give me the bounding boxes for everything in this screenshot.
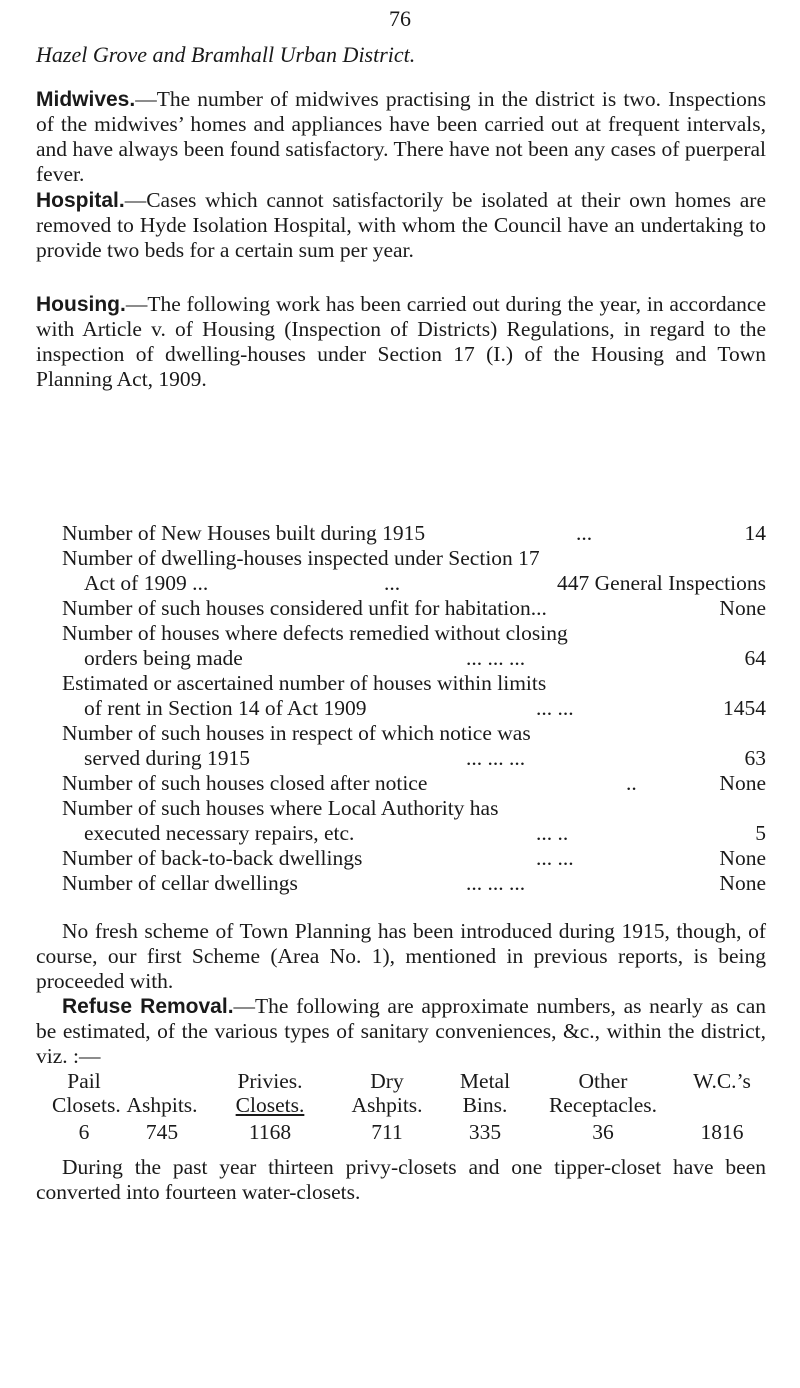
header-cell: Closets. [235,1093,305,1117]
row-value: None [719,771,766,795]
housing-row [62,621,766,671]
header-cell [116,1069,208,1093]
housing-row [62,846,766,871]
refuse-heading: Refuse Removal. [62,995,234,1018]
value-cell: 711 [371,1120,403,1144]
housing-heading: Housing. [36,293,126,316]
value-cell: 745 [145,1120,179,1144]
housing-row [62,871,766,896]
row-dots: .. [626,771,637,795]
row-value: 64 [744,646,766,670]
page-number: 76 [389,6,411,31]
row-value: 14 [744,521,766,545]
row-dots: ... ... [536,696,574,720]
header-cell: Dry [370,1069,404,1093]
row-label-cont: served during 1915 [84,746,250,770]
header-cell: Bins. [462,1093,508,1117]
midwives-paragraph [36,87,766,187]
header-cell: Other [578,1069,628,1093]
closing-paragraph: During the past year thirteen privy-closets and one tipper-closet have been converted into fourteen water-closets. [36,1155,766,1204]
row-label: Number of cellar dwellings [62,871,298,895]
header-cell: Ashpits. [126,1093,198,1117]
midwives-text: —The number of midwives practising in the district is two. Inspections of the midwives’ homes and appliances have been carried out at frequent intervals, and have always been found satisfactory. There have not been any cases of puerperal fever. [36,87,766,186]
header-cell [678,1093,766,1117]
row-dots: ... ... ... [466,746,526,770]
row-label: Number of such houses considered unfit for habitation... [62,596,547,620]
row-value: 447 General Inspections [557,571,766,595]
housing-row [62,771,766,796]
housing-text: —The following work has been carried out during the year, in accordance with Article v. of Housing (Inspection of Districts) Regulations, in regard to the inspection of dwelling-houses under Section 17 (I.) of the Housing and Town Planning Act, 1909. [36,292,766,391]
row-label-cont: orders being made [84,646,243,670]
row-label: Number of dwelling-houses inspected under Section 17 [62,546,540,570]
housing-row [62,796,766,846]
row-label: Number of New Houses built during 1915 [62,521,426,545]
housing-paragraph [36,292,766,392]
row-label-cont: Act of 1909 ... [84,571,209,595]
header-cell: Receptacles. [548,1093,658,1117]
table-header-row [52,1069,766,1093]
row-dots: ... [576,521,593,545]
value-cell: 1816 [700,1120,744,1144]
row-label: Number of such houses in respect of which notice was [62,721,531,745]
row-value: None [719,596,766,620]
row-label-cont: executed necessary repairs, etc. [84,821,355,845]
value-cell: 36 [592,1120,614,1144]
row-dots: ... [384,571,401,595]
value-cell: 335 [468,1120,502,1144]
row-value: 63 [744,746,766,770]
row-label: Number of houses where defects remedied without closing [62,621,568,645]
hospital-paragraph [36,188,766,263]
header-cell: Ashpits. [351,1093,423,1117]
refuse-text: —The following are approximate numbers, as nearly as can be estimated, of the various types of sanitary conveniences, &c., within the district, viz. :— [36,994,767,1068]
value-cell: 6 [78,1120,90,1144]
row-dots: ... ... ... [466,871,526,895]
row-value: None [719,846,766,870]
header-cell: W.C.’s [693,1069,751,1093]
row-value: 1454 [723,696,766,720]
value-cell: 1168 [248,1120,292,1144]
housing-row [62,546,766,596]
running-header: Hazel Grove and Bramhall Urban District. [36,42,416,67]
row-label: Number of back-to-back dwellings [62,846,363,870]
housing-row [62,721,766,771]
hospital-text: —Cases which cannot satisfactorily be isolated at their own homes are removed to Hyde Isolation Hospital, with whom the Council have an undertaking to provide two beds for a certain sum per year. [36,188,766,262]
row-dots: ... ... [536,846,574,870]
table-header-row [52,1093,766,1117]
row-value: None [719,871,766,895]
header-cell: Pail [67,1069,101,1093]
header-cell: Metal [459,1069,511,1093]
row-dots: ... ... ... [466,646,526,670]
row-value: 5 [755,821,766,845]
row-dots: ... .. [536,821,569,845]
row-label-cont: of rent in Section 14 of Act 1909 [84,696,367,720]
row-label: Estimated or ascertained number of houses within limits [62,671,547,695]
midwives-heading: Midwives. [36,88,136,111]
town-planning-paragraph: No fresh scheme of Town Planning has been introduced during 1915, though, of course, our first Scheme (Area No. 1), mentioned in previous reports, is being proceeded with. [36,919,766,993]
header-cell: Privies. [237,1069,303,1093]
refuse-table [52,1069,766,1145]
hospital-heading: Hospital. [36,189,125,212]
row-label: Number of such houses where Local Authority has [62,796,499,820]
housing-row [62,671,766,721]
housing-row [62,521,766,546]
row-label: Number of such houses closed after notice [62,771,428,795]
refuse-paragraph [36,994,766,1069]
table-row [52,1119,766,1145]
header-cell: Closets. [52,1093,121,1117]
housing-row [62,596,766,621]
